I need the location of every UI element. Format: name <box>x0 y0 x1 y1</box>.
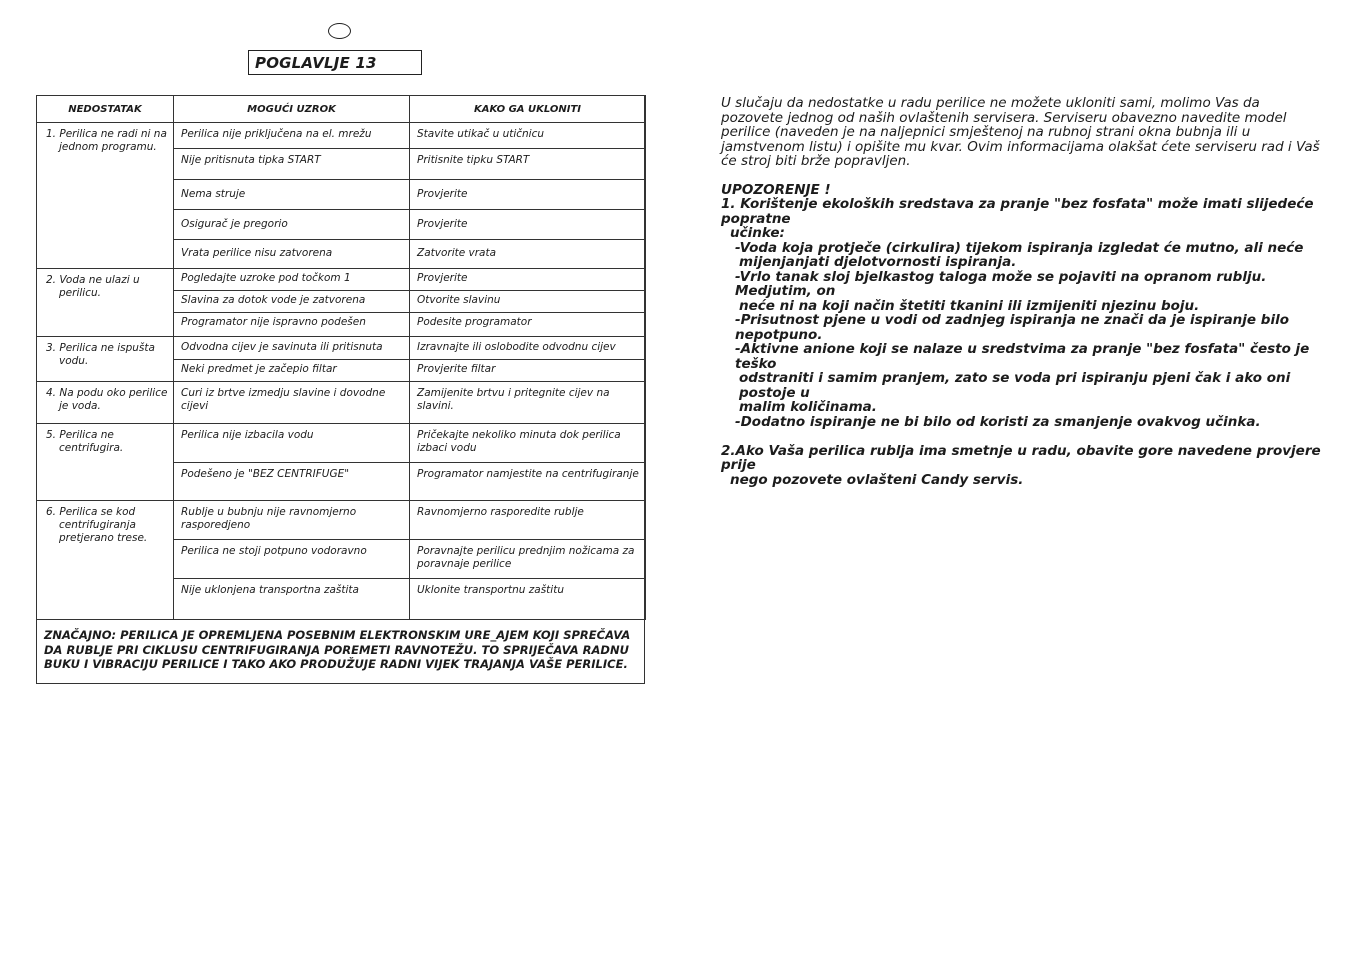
table-header-row <box>37 96 646 123</box>
cause-cell <box>174 291 410 313</box>
cause-cell <box>174 579 410 620</box>
warning-line: učinke: <box>730 225 785 241</box>
table-row <box>37 382 646 424</box>
fix-text: Otvorite slavinu <box>417 294 501 306</box>
cause-text: Nije pritisnuta tipka START <box>181 154 321 166</box>
warning-title: UPOZORENJE ! <box>721 181 831 198</box>
warning-line: nego pozovete ovlašteni Candy servis. <box>730 471 1024 488</box>
fault-label: 6. Perilica se kod centrifugiranja pretjerano trese. <box>46 506 148 544</box>
fix-cell <box>410 123 646 149</box>
fix-cell <box>410 382 646 424</box>
cause-cell <box>174 149 410 180</box>
cause-text: Nema struje <box>181 188 246 200</box>
page-marker-oval <box>328 23 351 39</box>
important-note: ZNAČAJNO: PERILICA JE OPREMLJENA POSEBNIM ELEKTRONSKIM URE_AJEM KOJI SPREČAVA DA RUBLJE PRI CIKLUSU CENTRIFUGIRANJA POREMETI RAVNOTEŽU. TO SPRIJEČAVA RADNU BUKU I VIBRACIJU PERILICE I TAKO AKO PRODUŽUJE RADNI VIJEK TRAJANJA VAŠE PERILICE. <box>44 628 631 671</box>
fix-text: Provjerite filtar <box>417 363 496 375</box>
cause-cell <box>174 123 410 149</box>
fault-cell <box>37 123 174 269</box>
table-row <box>37 501 646 540</box>
cause-cell <box>174 337 410 360</box>
fix-cell <box>410 424 646 463</box>
warning-list <box>721 197 1331 487</box>
fix-cell <box>410 337 646 360</box>
intro-line: će stroj biti brže popravljen. <box>721 153 911 169</box>
cause-cell <box>174 501 410 540</box>
fix-text: Zamijenite brtvu i pritegnite cijev na slavini. <box>417 387 610 412</box>
warning-line: malim količinama. <box>739 399 877 415</box>
fix-text: Ravnomjerno rasporedite rublje <box>417 506 584 518</box>
cause-text: Curi iz brtve izmedju slavine i dovodne cijevi <box>181 387 386 412</box>
troubleshooting-table <box>36 95 646 620</box>
fix-text: Zatvorite vrata <box>417 247 497 259</box>
cause-text: Neki predmet je začepio filtar <box>181 363 337 375</box>
cause-cell <box>174 269 410 291</box>
fix-cell <box>410 579 646 620</box>
fix-cell <box>410 501 646 540</box>
warning-line: -Prisutnost pjene u vodi od zadnjeg ispiranja ne znači da je ispiranje bilo nepotpuno. <box>735 312 1289 343</box>
fix-cell <box>410 240 646 269</box>
warning-line: -Vrlo tanak sloj bjelkastog taloga može se pojaviti na opranom rublju. Medjutim, on <box>735 268 1267 299</box>
header-fix: KAKO GA UKLONITI <box>410 96 646 123</box>
fix-text: Provjerite <box>417 188 468 200</box>
fix-text: Uklonite transportnu zaštitu <box>417 584 564 596</box>
cause-text: Pogledajte uzroke pod točkom 1 <box>181 272 351 284</box>
fault-label: 3. Perilica ne ispušta vodu. <box>46 342 155 367</box>
cause-cell <box>174 240 410 269</box>
warning-line: -Dodatno ispiranje ne bi bilo od koristi za smanjenje ovakvog učinka. <box>735 413 1261 430</box>
fault-cell <box>37 382 174 424</box>
fix-text: Pričekajte nekoliko minuta dok perilica izbaci vodu <box>417 429 621 454</box>
fix-cell <box>410 180 646 210</box>
cause-cell <box>174 382 410 424</box>
fault-label: 4. Na podu oko perilice je voda. <box>46 387 168 412</box>
table-row <box>37 123 646 149</box>
spacer <box>721 429 1331 444</box>
table-row <box>37 337 646 360</box>
cause-text: Osigurač je pregorio <box>181 218 288 230</box>
warning-line: -Aktivne anione koji se nalaze u sredstvima za pranje "bez fosfata" često je teško <box>735 341 1310 372</box>
warning-line: 1. Korištenje ekoloških sredstava za pranje "bez fosfata" može imati slijedeće popratne <box>721 196 1314 227</box>
warning-line: mijenjanjati djelotvornosti ispiranja. <box>739 254 1017 270</box>
cause-text: Perilica nije izbacila vodu <box>181 429 314 441</box>
table-row <box>37 424 646 463</box>
service-info-column <box>721 96 1331 487</box>
fix-text: Stavite utikač u utičnicu <box>417 128 545 140</box>
fix-cell <box>410 313 646 337</box>
fix-cell <box>410 269 646 291</box>
cause-text: Slavina za dotok vode je zatvorena <box>181 294 366 306</box>
cause-text: Rublje u bubnju nije ravnomjerno rasporedjeno <box>181 506 357 531</box>
chapter-title: POGLAVLJE 13 <box>255 54 377 72</box>
fix-cell <box>410 540 646 579</box>
fault-label: 5. Perilica ne centrifugira. <box>46 429 124 454</box>
cause-text: Perilica nije priključena na el. mrežu <box>181 128 372 140</box>
fault-cell <box>37 424 174 501</box>
fault-cell <box>37 269 174 337</box>
fix-text: Provjerite <box>417 272 468 284</box>
cause-text: Odvodna cijev je savinuta ili pritisnuta <box>181 341 383 353</box>
fix-text: Podesite programator <box>417 316 532 328</box>
fix-text: Izravnajte ili oslobodite odvodnu cijev <box>417 341 616 353</box>
intro-line: pozovete jednog od naših ovlaštenih servisera. Serviseru obavezno navedite model <box>721 109 1287 126</box>
cause-text: Perilica ne stoji potpuno vodoravno <box>181 545 367 557</box>
cause-text: Vrata perilice nisu zatvorena <box>181 247 333 259</box>
fix-cell <box>410 291 646 313</box>
fix-cell <box>410 463 646 501</box>
fix-text: Provjerite <box>417 218 468 230</box>
fault-label: 2. Voda ne ulazi u perilicu. <box>46 274 140 299</box>
fix-cell <box>410 210 646 240</box>
fix-text: Poravnajte perilicu prednjim nožicama za poravnaje perilice <box>417 545 635 570</box>
warning-line: neće ni na koji način štetiti tkanini ili izmijeniti njezinu boju. <box>739 297 1200 314</box>
intro-paragraph <box>721 96 1331 169</box>
header-cause: MOGUĆI UZROK <box>174 96 410 123</box>
table-row <box>37 269 646 291</box>
fault-cell <box>37 501 174 620</box>
warning-line: odstraniti i samim pranjem, zato se voda pri ispiranju pjeni čak i ako oni postoje u <box>739 370 1291 401</box>
fix-cell <box>410 149 646 180</box>
header-fault: NEDOSTATAK <box>37 96 174 123</box>
cause-cell <box>174 424 410 463</box>
warning-line: 2.Ako Vaša perilica rublja ima smetnje u radu, obavite gore navedene provjere prije <box>721 442 1321 473</box>
intro-line: jamstvenom listu) i opišite mu kvar. Ovim informacijama olakšat ćete serviseru rad i Vaš <box>721 138 1320 155</box>
cause-text: Podešeno je "BEZ CENTRIFUGE" <box>181 468 350 480</box>
intro-line: U slučaju da nedostatke u radu perilice ne možete ukloniti sami, molimo Vas da <box>721 95 1260 111</box>
cause-text: Programator nije ispravno podešen <box>181 316 366 328</box>
fix-text: Pritisnite tipku START <box>417 154 530 166</box>
chapter-heading-box <box>248 50 422 75</box>
cause-text: Nije uklonjena transportna zaštita <box>181 584 359 596</box>
cause-cell <box>174 313 410 337</box>
cause-cell <box>174 360 410 382</box>
cause-cell <box>174 540 410 579</box>
cause-cell <box>174 463 410 501</box>
fix-cell <box>410 360 646 382</box>
fault-label: 1. Perilica ne radi ni na jednom programu. <box>46 128 167 153</box>
fault-cell <box>37 337 174 382</box>
intro-line: perilice (naveden je na naljepnici smještenoj na rubnoj strani okna bubnja ili u <box>721 124 1251 140</box>
cause-cell <box>174 210 410 240</box>
fix-text: Programator namjestite na centrifugiranje <box>417 468 639 480</box>
cause-cell <box>174 180 410 210</box>
warning-line: -Voda koja protječe (cirkulira) tijekom ispiranja izgledat će mutno, ali neće <box>735 239 1304 256</box>
